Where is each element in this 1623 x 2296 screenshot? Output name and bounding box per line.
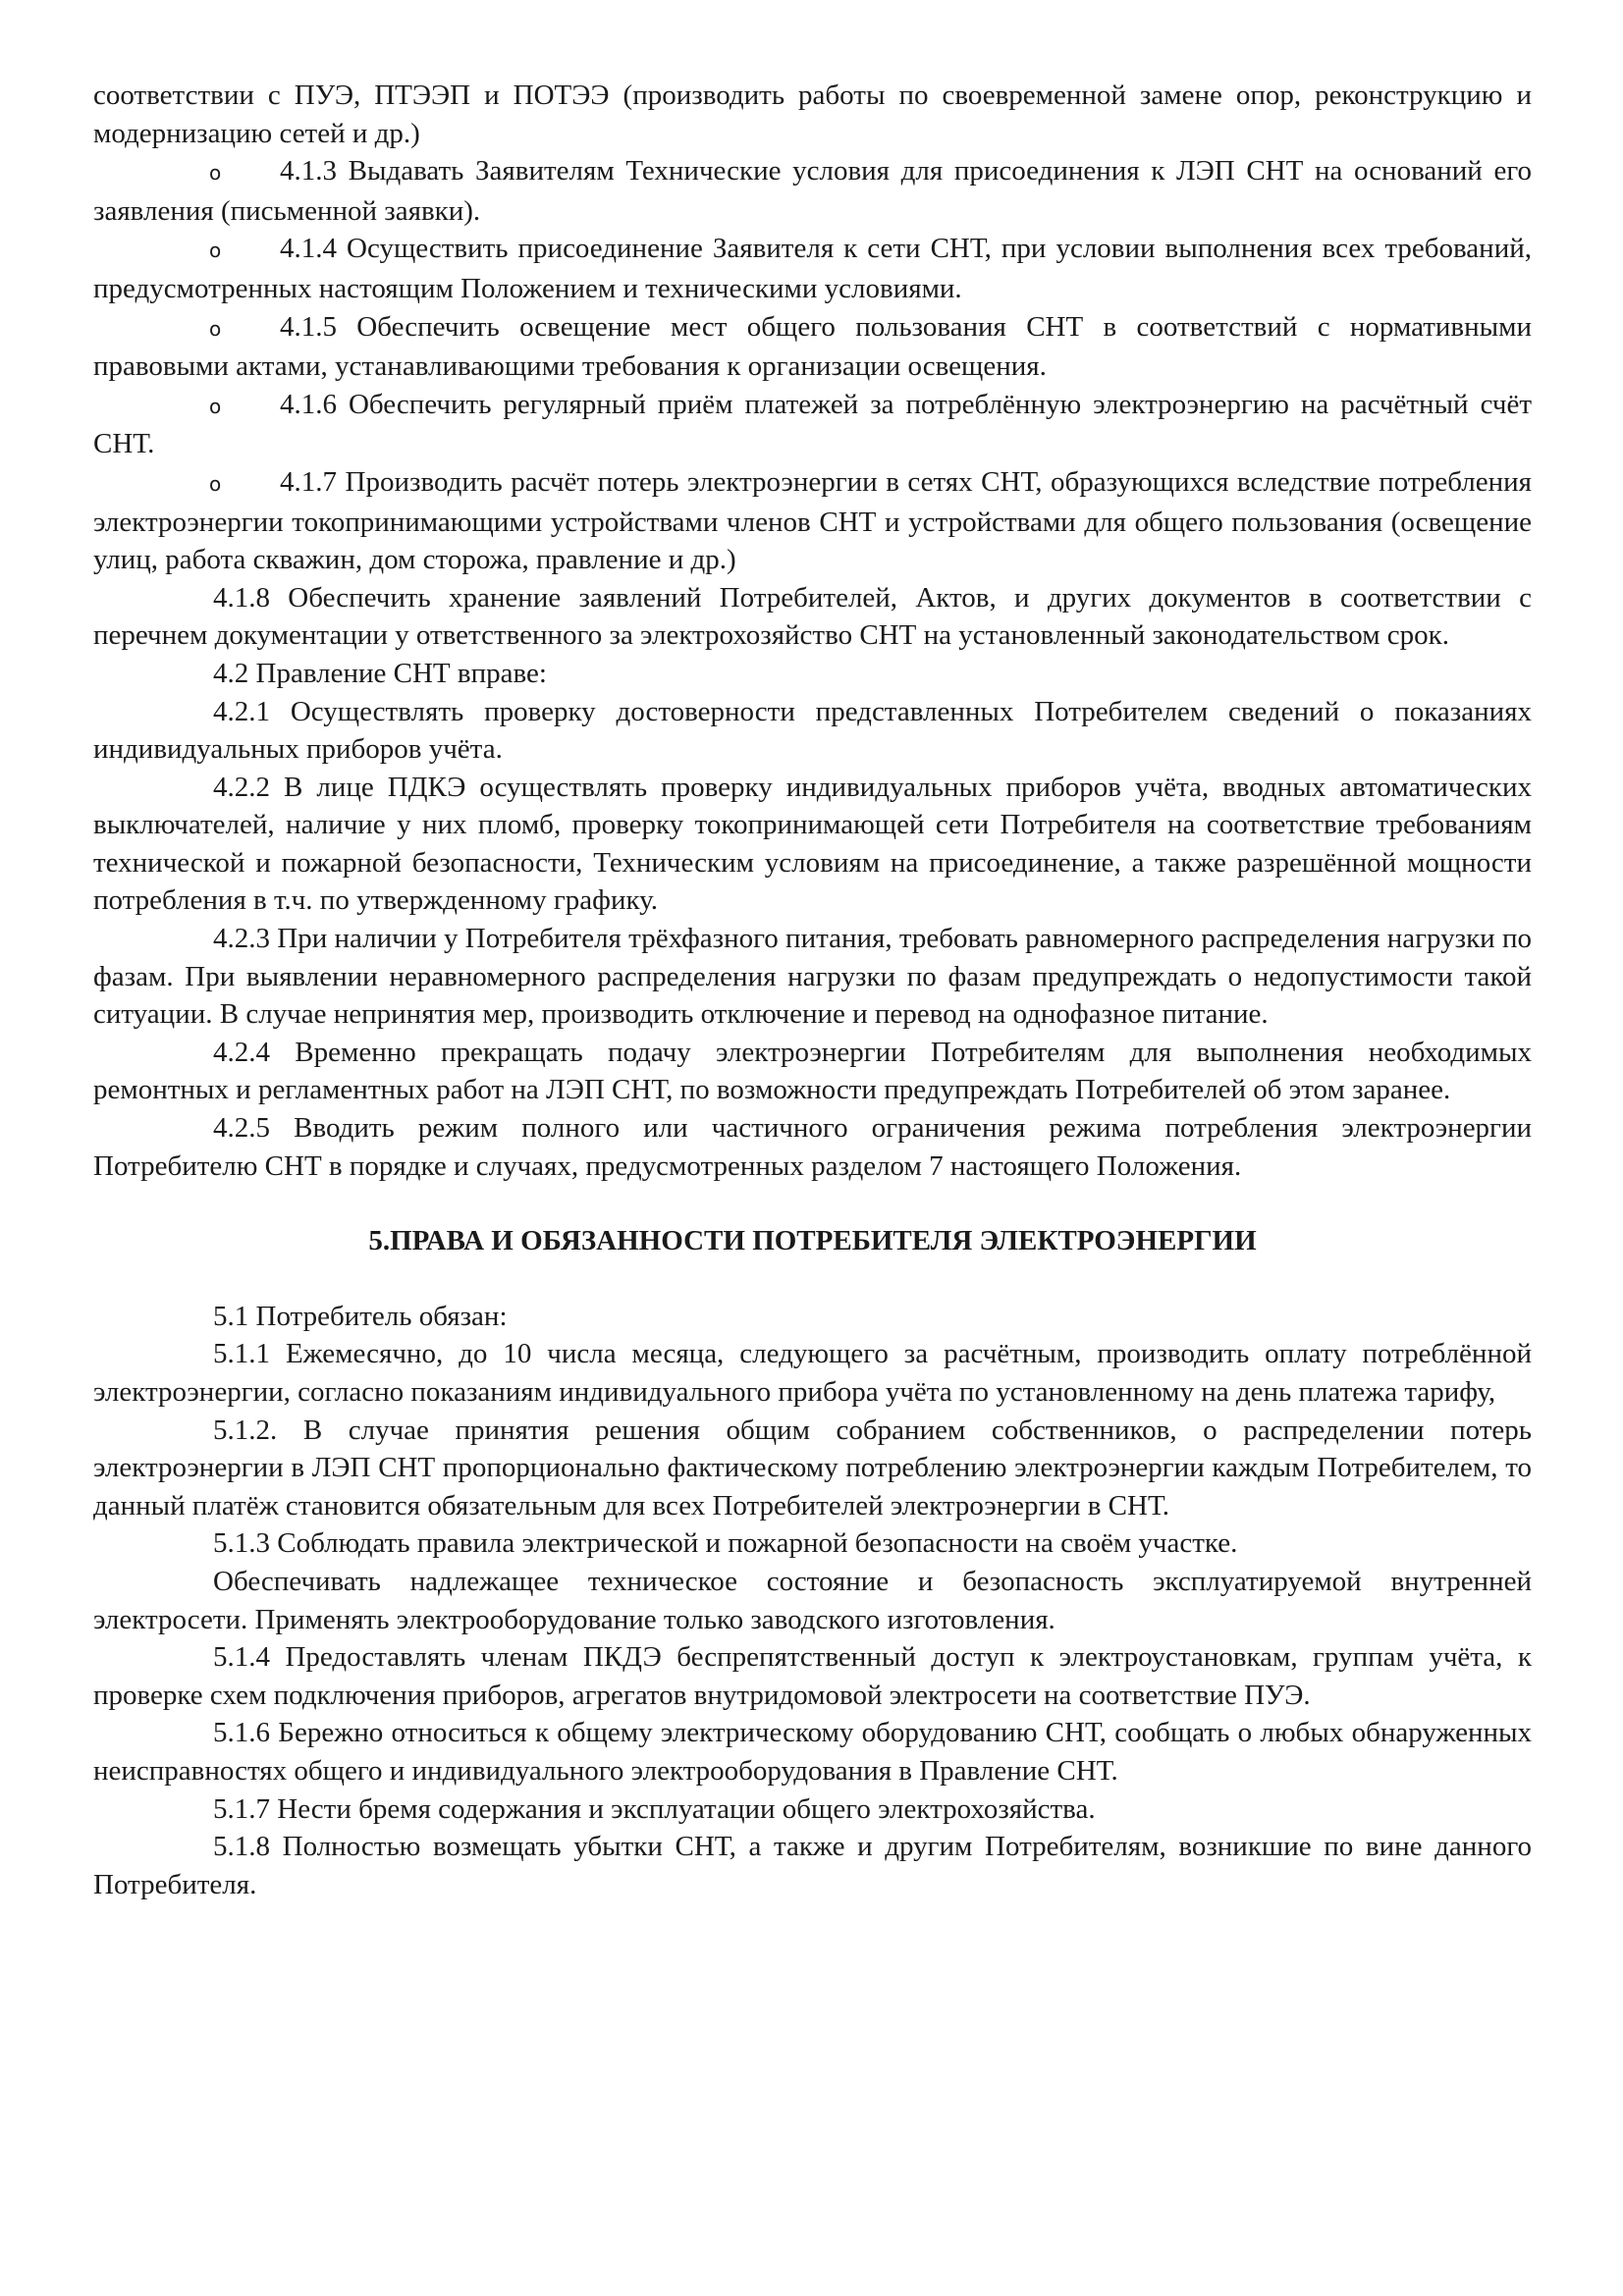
paragraph-4-2-4: 4.2.4 Временно прекращать подачу электроэнергии Потребителям для выполнения необходимых ремонтных и регламентных работ на ЛЭП СНТ, по возможности предупреждать Потребителей об этом заранее.: [93, 1036, 1532, 1106]
paragraph-4-2-2: 4.2.2 В лице ПДКЭ осуществлять проверку индивидуальных приборов учёта, вводных автоматических выключателей, наличие у них пломб, проверку токопринимающей сети Потребителя на соответствие требованиям технической и пожарной безопасности, Техническим условиям на присоединение, а также разрешённой мощности потребления в т.ч. по утвержденному графику.: [93, 771, 1532, 917]
paragraph-5-1-7: 5.1.7 Нести бремя содержания и эксплуатации общего электрохозяйства.: [213, 1792, 1096, 1825]
bullet-marker: o: [209, 394, 222, 418]
list-item-4-1-7: [93, 463, 1532, 579]
bullet-marker: o: [209, 161, 222, 186]
bullet-marker: o: [209, 316, 222, 341]
paragraph-4-2-5: 4.2.5 Вводить режим полного или частичного ограничения режима потребления электроэнергии Потребителю СНТ в порядке и случаях, предусмотренных разделом 7 настоящего Положения.: [93, 1112, 1532, 1182]
paragraph-5-1-1: 5.1.1 Ежемесячно, до 10 числа месяца, следующего за расчётным, производить оплату потреблённой электроэнергии, согласно показаниям индивидуального прибора учёта по установленному на день платежа тарифу,: [93, 1338, 1532, 1408]
document-page: [93, 77, 1532, 1903]
list-item-text: 4.1.5 Обеспечить освещение мест общего пользования СНТ в соответствий с нормативными правовыми актами, устанавливающими требования к организации освещения.: [93, 310, 1532, 383]
section-heading-5: 5.ПРАВА И ОБЯЗАННОСТИ ПОТРЕБИТЕЛЯ ЭЛЕКТРОЭНЕРГИИ: [368, 1225, 1257, 1257]
paragraph-5-1-3-continued: Обеспечивать надлежащее техническое состояние и безопасность эксплуатируемой внутренней электросети. Применять электрооборудование только заводского изготовления.: [93, 1565, 1532, 1635]
paragraph-continuation: соответствии с ПУЭ, ПТЭЭП и ПОТЭЭ (производить работы по своевременной замене опор, реконструкцию и модернизацию сетей и др.): [93, 80, 1532, 149]
list-item-4-1-5: [93, 308, 1532, 386]
list-item-text: 4.1.4 Осуществить присоединение Заявителя к сети СНТ, при условии выполнения всех требований, предусмотренных настоящим Положением и техническими условиями.: [93, 233, 1532, 304]
paragraph-5-1-8: 5.1.8 Полностью возмещать убытки СНТ, а также и другим Потребителям, возникшие по вине данного Потребителя.: [93, 1831, 1532, 1900]
paragraph-4-1-8: 4.1.8 Обеспечить хранение заявлений Потребителей, Актов, и других документов в соответствии с перечнем документации у ответственного за электрохозяйство СНТ на установленный законодательством срок.: [93, 581, 1532, 652]
paragraph-5-1-6: 5.1.6 Бережно относиться к общему электрическому оборудованию СНТ, сообщать о любых обнаруженных неисправностях общего и индивидуального электрооборудования в Правление СНТ.: [93, 1717, 1532, 1787]
list-item-4-1-6: [93, 386, 1532, 463]
paragraph-5-1-2: 5.1.2. В случае принятия решения общим собранием собственников, о распределении потерь электроэнергии в ЛЭП СНТ пропорционально фактическому потреблению электроэнергии каждым Потребителем, то данный платёж становится обязательным для всех Потребителей электроэнергии в СНТ.: [93, 1414, 1532, 1522]
list-item-text: 4.1.6 Обеспечить регулярный приём платежей за потреблённую электроэнергию на расчётный счёт СНТ.: [93, 388, 1532, 460]
paragraph-5-1-3: 5.1.3 Соблюдать правила электрической и пожарной безопасности на своём участке.: [213, 1527, 1238, 1560]
paragraph-4-2: 4.2 Правление СНТ вправе:: [213, 657, 547, 689]
bullet-marker: o: [209, 239, 222, 263]
paragraph-5-1: 5.1 Потребитель обязан:: [213, 1300, 508, 1332]
paragraph-4-2-3: 4.2.3 При наличии у Потребителя трёхфазного питания, требовать равномерного распределения нагрузки по фазам. При выявлении неравномерного распределения нагрузки по фазам предупреждать о недопустимости такой ситуации. В случае непринятия мер, производить отключение и перевод на однофазное питание.: [93, 923, 1532, 1031]
list-item-4-1-4: [93, 230, 1532, 307]
list-item-text: 4.1.3 Выдавать Заявителям Технические условия для присоединения к ЛЭП СНТ на оснований его заявления (письменной заявки).: [93, 155, 1532, 227]
bullet-marker: o: [209, 471, 222, 496]
paragraph-4-2-1: 4.2.1 Осуществлять проверку достоверности представленных Потребителем сведений о показаниях индивидуальных приборов учёта.: [93, 695, 1532, 766]
list-item-4-1-3: [93, 152, 1532, 230]
list-item-text: 4.1.7 Производить расчёт потерь электроэнергии в сетях СНТ, образующихся вследствие потребления электроэнергии токопринимающими устройствами членов СНТ и устройствами для общего пользования (освещение улиц, работа скважин, дом сторожа, правление и др.): [93, 465, 1532, 576]
paragraph-5-1-4: 5.1.4 Предоставлять членам ПКДЭ беспрепятственный доступ к электроустановкам, группам учёта, к проверке схем подключения приборов, агрегатов внутридомовой электросети на соответствие ПУЭ.: [93, 1641, 1532, 1711]
